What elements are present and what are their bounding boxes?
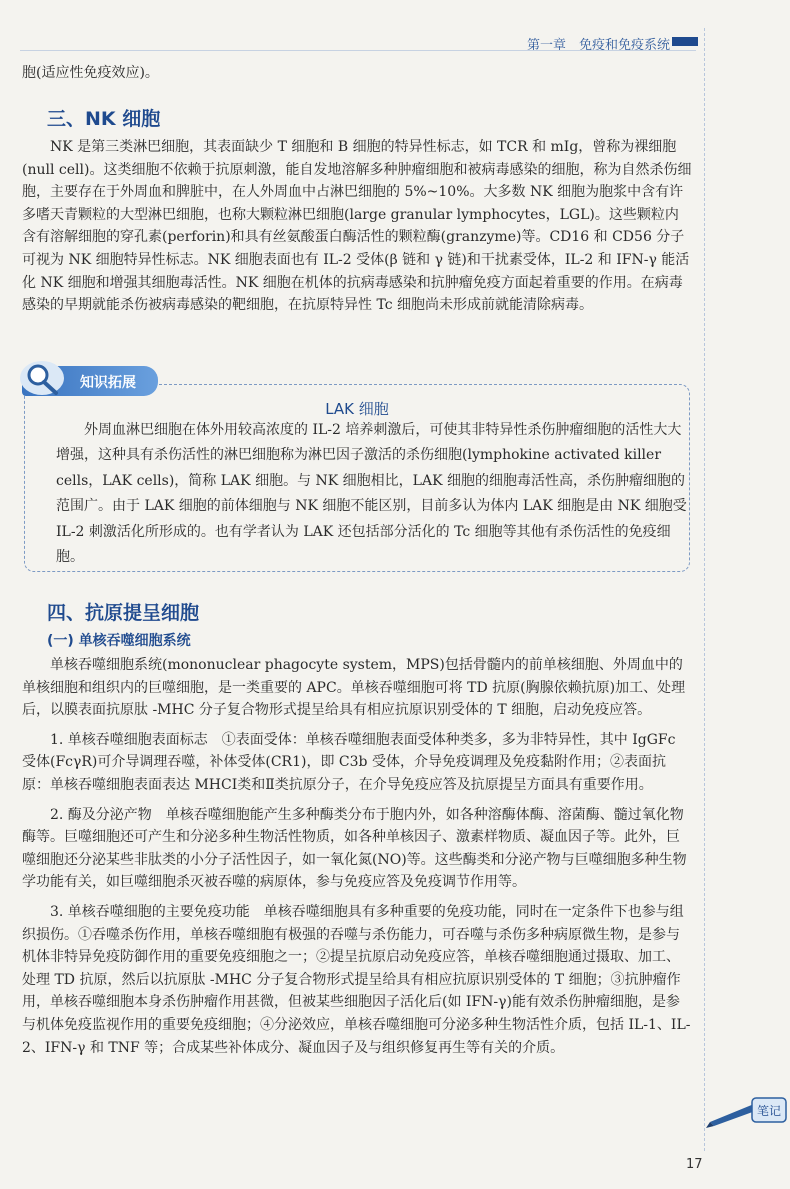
section-3-body bbox=[22, 136, 692, 317]
page-number: 17 bbox=[686, 1157, 703, 1172]
section-3-title: 三、NK 细胞 bbox=[47, 108, 161, 130]
header-bar bbox=[672, 37, 698, 46]
lak-title: LAK 细胞 bbox=[325, 400, 389, 418]
section-4-body bbox=[22, 654, 692, 1059]
knowledge-label: 知识拓展 bbox=[80, 375, 136, 391]
mps-intro: 单核吞噬细胞系统(mononuclear phagocyte system，MPS)包括骨髓内的前单核细胞、外周血中的单核细胞和组织内的巨噬细胞，是一类重要的 APC。单核吞噬细胞可将 TD 抗原(胸腺依赖抗原)加工、处理后，以膜表面抗原肽 -MHC 分子复合物形式提呈给具有相应抗原识别受体的 T 细胞，启动免疫应答。 bbox=[22, 657, 686, 719]
chapter-header: 第一章 免疫和免疫系统 bbox=[526, 38, 670, 53]
mps-item-2: 2. 酶及分泌产物 单核吞噬细胞能产生多种酶类分布于胞内外，如各种溶酶体酶、溶菌酶、髓过氧化物酶等。巨噬细胞还可产生和分泌多种生物活性物质，如各种单核因子、激素样物质、凝血因子等。此外，巨噬细胞还分泌某些非肽类的小分子活性因子，如一氧化氮(NO)等。这些酶类和分泌产物与巨噬细胞多种生物学功能有关，如巨噬细胞杀灭被吞噬的病原体，参与免疫应答及免疫调节作用等。 bbox=[22, 806, 687, 891]
top-line: 胞(适应性免疫效应)。 bbox=[22, 65, 159, 81]
margin-guide-line bbox=[704, 28, 705, 1151]
mps-item-1: 1. 单核吞噬细胞表面标志 ①表面受体：单核吞噬细胞表面受体种类多，多为非特异性，其中 IgGFc 受体(FcγR)可介导调理吞噬，补体受体(CR1)，即 C3b 受体，介导免疫调理及免疫黏附作用；②表面抗原：单核吞噬细胞表面表达 MHCⅠ类和Ⅱ类抗原分子，在介导免疫应答及抗原提呈方面具有重要作用。 bbox=[22, 731, 676, 793]
section-4-title: 四、抗原提呈细胞 bbox=[47, 602, 200, 624]
section-4-subtitle: (一) 单核吞噬细胞系统 bbox=[47, 633, 191, 649]
header-rule bbox=[20, 50, 696, 51]
lak-paragraph: 外周血淋巴细胞在体外用较高浓度的 IL-2 培养刺激后，可使其非特异性杀伤肿瘤细胞的活性大大增强，这种具有杀伤活性的淋巴细胞称为淋巴因子激活的杀伤细胞(lymphokine activated killer cells，LAK cells)，简称 LAK 细胞。与 NK 细胞相比，LAK 细胞的细胞毒活性高，杀伤肿瘤细胞的范围广。由于 LAK 细胞的前体细胞与 NK 细胞不能区别，目前多认为体内 LAK 细胞是由 NK 细胞受 IL-2 刺激活化所形成的。也有学者认为 LAK 还包括部分活化的 Tc 细胞等其他有杀伤活性的免疫细胞。 bbox=[56, 422, 687, 566]
knowledge-banner bbox=[22, 366, 158, 396]
notes-pen-icon bbox=[706, 1092, 788, 1130]
lak-body bbox=[56, 418, 690, 570]
mps-item-3: 3. 单核吞噬细胞的主要免疫功能 单核吞噬细胞具有多种重要的免疫功能，同时在一定条件下也参与组织损伤。①吞噬杀伤作用，单核吞噬细胞有极强的吞噬与杀伤能力，可吞噬与杀伤多种病原微生物，是参与机体非特异免疫防御作用的重要免疫细胞之一；②提呈抗原启动免疫应答，单核吞噬细胞通过摄取、加工、处理 TD 抗原，然后以抗原肽 -MHC 分子复合物形式提呈给具有相应抗原识别受体的 T 细胞；③抗肿瘤作用，单核吞噬细胞本身杀伤肿瘤作用甚微，但被某些细胞因子活化后(如 IFN-γ)能有效杀伤肿瘤细胞，是参与机体免疫监视作用的重要免疫细胞；④分泌效应，单核吞噬细胞可分泌多种生物活性介质，包括 IL-1、IL-2、IFN-γ 和 TNF 等；合成某些补体成分、凝血因子及与组织修复再生等有关的介质。 bbox=[22, 903, 691, 1056]
magnifier-icon bbox=[16, 356, 72, 400]
note-label: 笔记 bbox=[756, 1104, 782, 1118]
nk-paragraph: NK 是第三类淋巴细胞，其表面缺少 T 细胞和 B 细胞的特异性标志，如 TCR 和 mIg，曾称为裸细胞(null cell)。这类细胞不依赖于抗原刺激，能自发地溶解多种肿瘤细胞和被病毒感染的细胞，称为自然杀伤细胞，主要存在于外周血和脾脏中，在人外周血中占淋巴细胞的 5%~10%。大多数 NK 细胞为胞浆中含有许多嗜天青颗粒的大型淋巴细胞，也称大颗粒淋巴细胞(large granular lymphocytes，LGL)。这些颗粒内含有溶解细胞的穿孔素(perforin)和具有丝氨酸蛋白酶活性的颗粒酶(granzyme)等。CD16 和 CD56 分子可视为 NK 细胞特异性标志。NK 细胞表面也有 IL-2 受体(β 链和 γ 链)和干扰素受体，IL-2 和 IFN-γ 能活化 NK 细胞和增强其细胞毒活性。NK 细胞在机体的抗病毒感染和抗肿瘤免疫方面起着重要的作用。在病毒感染的早期就能杀伤被病毒感染的靶细胞，在抗原特异性 Tc 细胞尚未形成前就能清除病毒。 bbox=[22, 139, 692, 314]
